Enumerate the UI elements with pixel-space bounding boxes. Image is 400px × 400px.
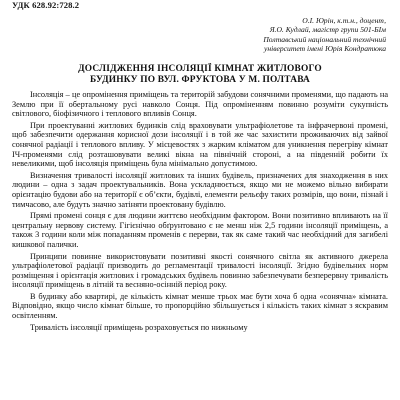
- title-line: БУДИНКУ ПО ВУЛ. ФРУКТОВА У М. ПОЛТАВА: [89, 75, 311, 86]
- affiliation-line: університет імені Юрія Кондратюка: [263, 44, 386, 54]
- author-line: Я.О. Кудлай, магістр групи 501-БІм: [269, 25, 386, 35]
- body-paragraph: Визначення тривалості інсоляції житлових та інших будівель, призначених для знаходження в них людини – одна з задач проектувальників. Вона ускладнюється, якщо ми не можемо вільно вибирати орієнтацію будови або на території є об’єкти, будівлі, елементи рельєфу таких розмірів, що вони, пізнай і тимчасово, але будуть значно затіняти проектовану будівлю.: [12, 170, 388, 209]
- body-paragraph: Інсоляція – це опромінення приміщень та територій забудови сонячними променями, що падають на Землю при її обертальному русі навколо Сонця. Під опроміненням повинно розуміти сукупність світлового, біофізичного і теплового впливів Сонця.: [12, 90, 388, 119]
- authors-block: [186, 16, 386, 54]
- paper-body: [12, 90, 388, 332]
- body-paragraph: Принципи повинне використовувати позитивні якості сонячного світла як активного джерела ультрафіолетової радіації призводить до регламентації тривалості інсоляції. Згідно будівельних норм розміщення і орієнтація житлових і громадських будівель повинно забезпечувати безперервну тривалість інсоляції приміщень в літній та весняно-осінній період року.: [12, 251, 388, 290]
- title-line: ДОСЛІДЖЕННЯ ІНСОЛЯЦІЇ КІМНАТ ЖИТЛОВОГО: [78, 64, 322, 74]
- body-paragraph: Тривалість інсоляції приміщень розраховується по нижньому: [30, 322, 248, 332]
- udk-code: УДК 628.92:728.2: [12, 0, 80, 10]
- affiliation-line: Полтавський національний технічний: [263, 34, 386, 44]
- body-paragraph: Прямі промені сонця є для людини життєво необхідним фактором. Вони позитивно впливають на її центральну нервову систему. Гігієнічно обґрунтовано є не менш ніж 2,5 години інсоляції приміщень, а також 3 години коли між попаданням променів є перерви, так як саме такий час необхідний для загибелі кишкової палички.: [12, 211, 388, 249]
- body-paragraph: При проектуванні житлових будинків слід враховувати ультрафіолетове та інфрачервоні промені, щоб забезпечити одержання корисної дози інсоляції і в той же час захистити проживаючих від зайвої сонячної радіації і теплового впливу. У місцевостях з жарким кліматом для уникнення перегріву кімнат ІЧ-променями слід розташовувати великі вікна на північній стороні, а на південній робити їх невеликими, щоб інсоляція приміщень була мінімально допустимою.: [12, 120, 388, 169]
- body-paragraph: В будинку або квартирі, де кількість кімнат менше трьох має бути хоча б одна «сонячна» кімната. Відповідно, якщо число кімнат більше, то пропорційно збільшується і кількість таких кімнат з яскравим освітленням.: [12, 291, 388, 321]
- paper-title: [30, 64, 370, 87]
- author-line: О.І. Юрін, к.т.н., доцент,: [302, 16, 386, 25]
